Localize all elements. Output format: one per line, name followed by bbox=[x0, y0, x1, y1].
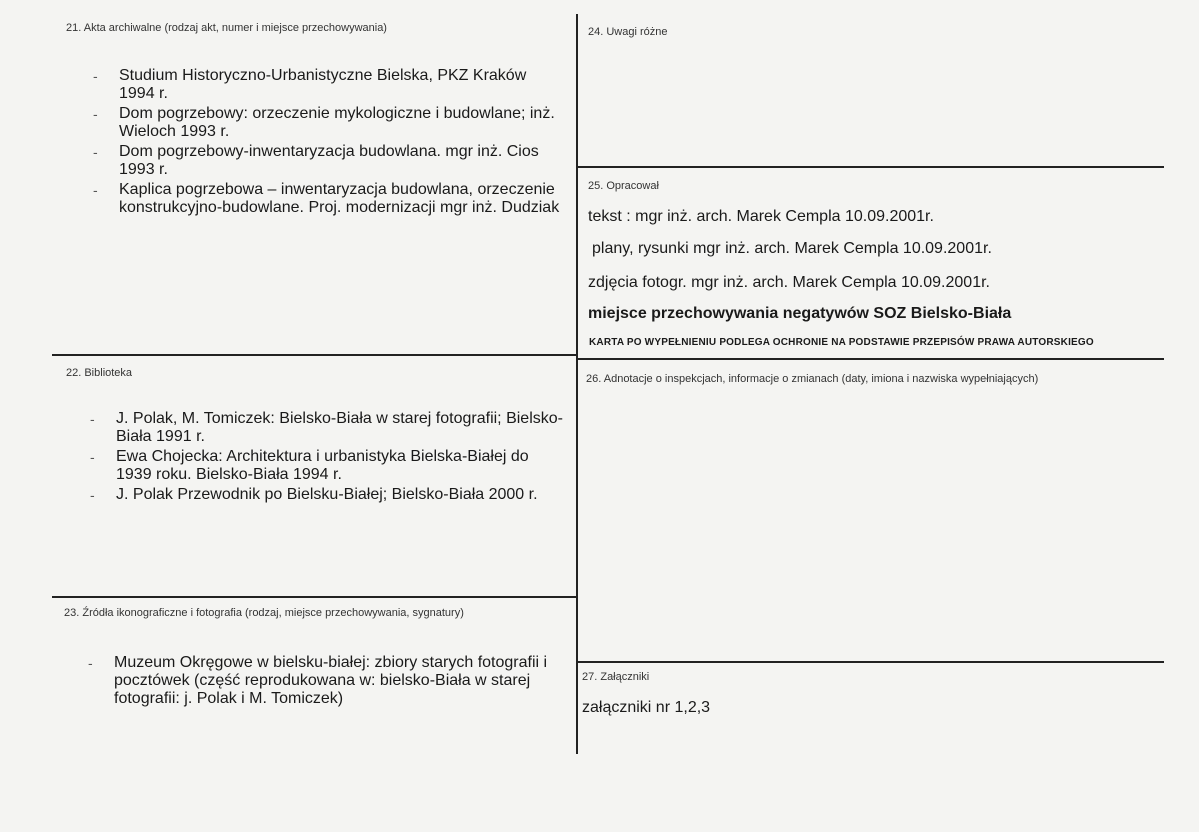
divider-26-27 bbox=[578, 661, 1164, 663]
center-divider bbox=[576, 14, 578, 754]
dash-marker: - bbox=[93, 68, 98, 84]
section-22-label: 22. Biblioteka bbox=[66, 367, 133, 379]
list-item bbox=[93, 181, 564, 217]
list-item bbox=[90, 486, 568, 504]
list-item bbox=[88, 654, 570, 708]
list-item-text: Dom pogrzebowy-inwentaryzacja budowlana. mgr inż. Cios 1993 r. bbox=[119, 143, 539, 178]
divider-21-22 bbox=[52, 354, 578, 356]
list-item-text: Ewa Chojecka: Architektura i urbanistyka Bielska-Białej do 1939 roku. Bielsko-Biała 1994 r. bbox=[116, 448, 529, 483]
list-item-text: J. Polak Przewodnik po Bielsku-Białej; Bielsko-Biała 2000 r. bbox=[116, 486, 538, 503]
list-item-text: Studium Historyczno-Urbanistyczne Bielska, PKZ Kraków 1994 r. bbox=[119, 67, 527, 102]
negatives-location: miejsce przechowywania negatywów SOZ Bielsko-Biała bbox=[588, 305, 1012, 322]
list-item bbox=[93, 105, 564, 141]
list-item-text: J. Polak, M. Tomiczek: Bielsko-Biała w starej fotografii; Bielsko-Biała 1991 r. bbox=[116, 410, 563, 445]
list-item bbox=[90, 410, 568, 446]
list-item-text: Muzeum Okręgowe w bielsku-białej: zbiory starych fotografii i pocztówek (część reprodukowana w: bielsko-Biała w starej fotografii: j. Polak i M. Tomiczek) bbox=[114, 654, 548, 707]
section-23-list bbox=[88, 654, 570, 708]
author-photos-line: zdjęcia fotogr. mgr inż. arch. Marek Cempla 10.09.2001r. bbox=[588, 274, 990, 291]
divider-24-25 bbox=[578, 166, 1164, 168]
list-item bbox=[93, 143, 564, 179]
section-22-list bbox=[90, 410, 568, 504]
dash-marker: - bbox=[90, 487, 95, 503]
divider-25-26 bbox=[578, 358, 1164, 360]
section-26-label: 26. Adnotacje o inspekcjach, informacje o zmianach (daty, imiona i nazwiska wypełniających) bbox=[586, 373, 1039, 385]
dash-marker: - bbox=[88, 655, 93, 671]
divider-22-23 bbox=[52, 596, 578, 598]
list-item-text: Kaplica pogrzebowa – inwentaryzacja budowlana, orzeczenie konstrukcyjno-budowlane. Proj. modernizacji mgr inż. Dudziak bbox=[119, 181, 560, 216]
list-item bbox=[93, 67, 564, 103]
dash-marker: - bbox=[93, 182, 98, 198]
section-23-label: 23. Źródła ikonograficzne i fotografia (rodzaj, miejsce przechowywania, sygnatury) bbox=[64, 607, 464, 619]
section-27-label: 27. Załączniki bbox=[582, 671, 650, 683]
dash-marker: - bbox=[93, 106, 98, 122]
list-item bbox=[90, 448, 568, 484]
dash-marker: - bbox=[93, 144, 98, 160]
dash-marker: - bbox=[90, 449, 95, 465]
section-21-list bbox=[93, 67, 564, 217]
section-25-label: 25. Opracował bbox=[588, 180, 659, 192]
dash-marker: - bbox=[90, 411, 95, 427]
author-text-line: tekst : mgr inż. arch. Marek Cempla 10.09.2001r. bbox=[588, 208, 934, 225]
section-24-label: 24. Uwagi różne bbox=[588, 26, 668, 38]
section-21-label: 21. Akta archiwalne (rodzaj akt, numer i miejsce przechowywania) bbox=[66, 22, 387, 34]
attachments-value: załączniki nr 1,2,3 bbox=[582, 699, 711, 716]
author-plans-line: plany, rysunki mgr inż. arch. Marek Cempla 10.09.2001r. bbox=[592, 240, 992, 257]
copyright-notice: KARTA PO WYPEŁNIENIU PODLEGA OCHRONIE NA PODSTAWIE PRZEPISÓW PRAWA AUTORSKIEGO bbox=[589, 337, 1094, 348]
list-item-text: Dom pogrzebowy: orzeczenie mykologiczne i budowlane; inż. Wieloch 1993 r. bbox=[119, 105, 555, 140]
